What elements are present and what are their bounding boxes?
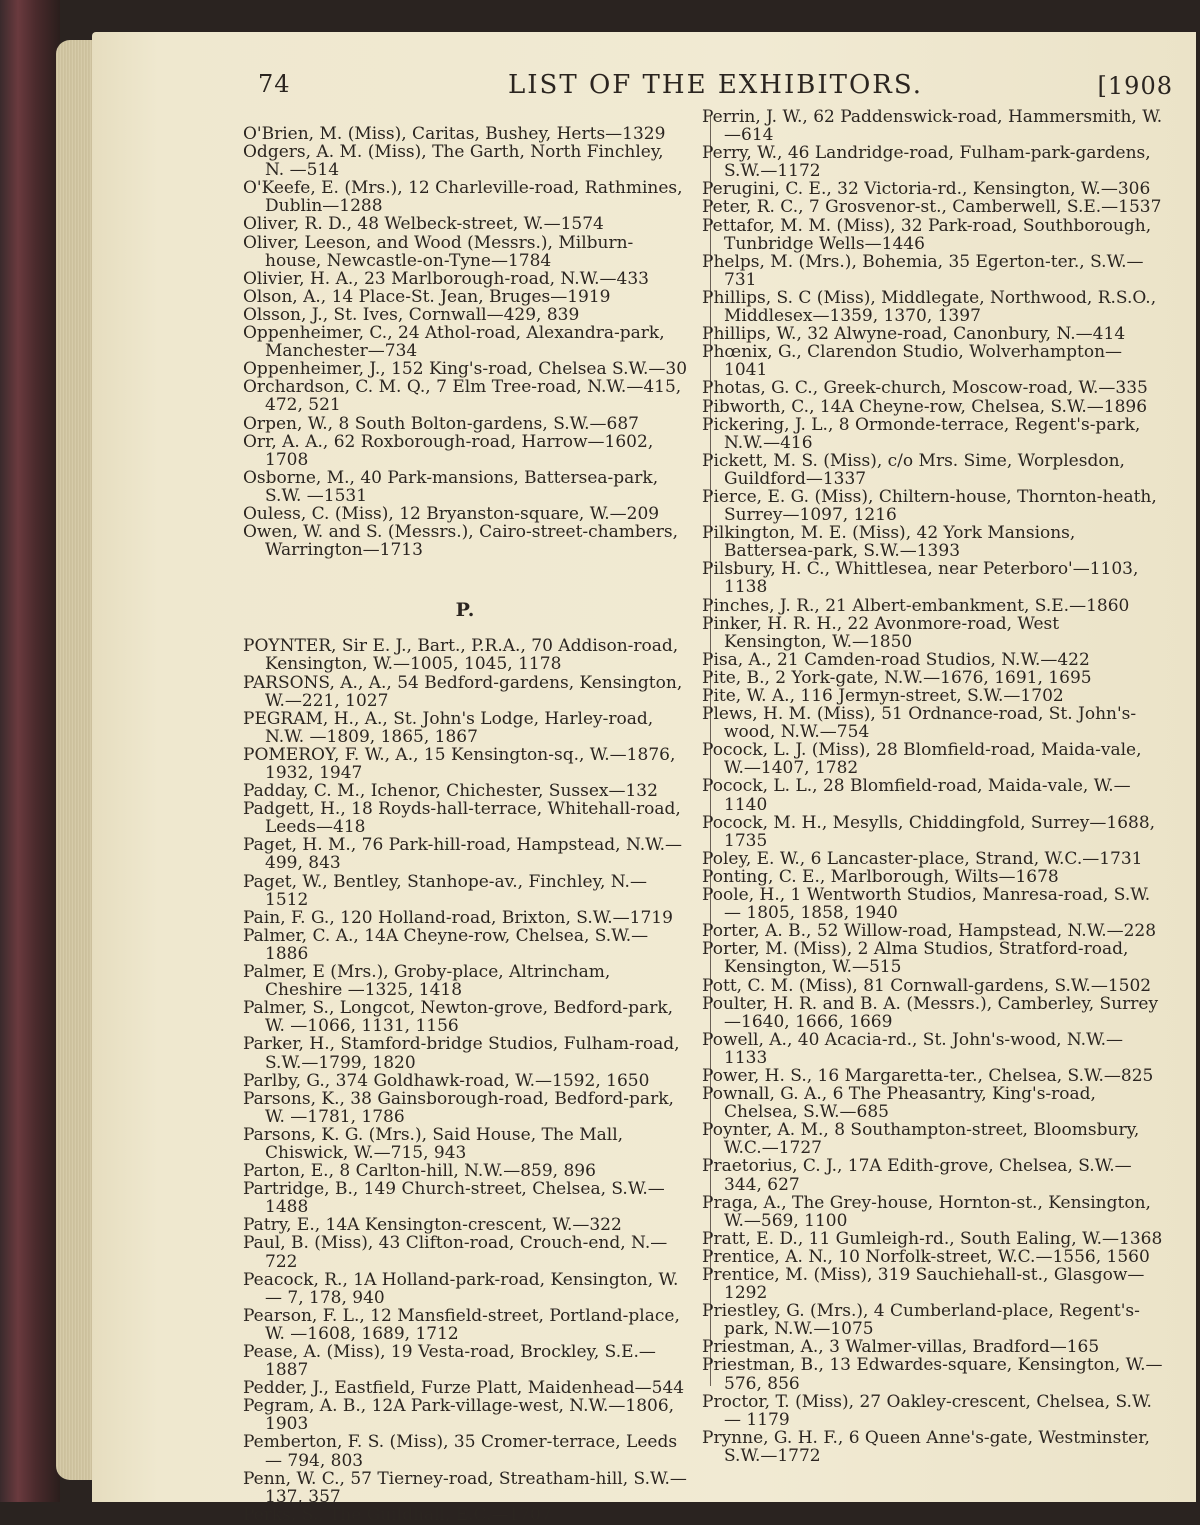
exhibitor-entry: Oliver, R. D., 48 Welbeck-street, W.—1574 — [243, 214, 604, 235]
exhibitor-entry: Praetorius, C. J., 17A Edith-grove, Chelsea, S.W.— 344, 627 — [702, 1156, 1132, 1195]
exhibitor-entry: Pickering, J. L., 8 Ormonde-terrace, Regent's-park, N.W.—416 — [702, 414, 1141, 453]
exhibitor-entry: Poole, H., 1 Wentworth Studios, Manresa-road, S.W.— 1805, 1858, 1940 — [702, 885, 1151, 924]
exhibitor-entry: Pierce, E. G. (Miss), Chiltern-house, Thornton-heath, Surrey—1097, 1216 — [702, 486, 1157, 526]
exhibitor-entry: Pedder, J., Eastfield, Furze Platt, Maidenhead—544 — [243, 1378, 685, 1399]
exhibitor-entry: Orchardson, C. M. Q., 7 Elm Tree-road, N.W.—415, 472, 521 — [243, 377, 682, 416]
exhibitor-entry: Pite, B., 2 York-gate, N.W.—1676, 1691, 1695 — [702, 667, 1092, 688]
exhibitor-entry: Parker, H., Stamford-bridge Studios, Fulham-road, S.W.—1799, 1820 — [243, 1034, 680, 1073]
header-year: [1908 — [1097, 72, 1173, 100]
exhibitor-entry: Parlby, G., 374 Goldhawk-road, W.—1592, 1650 — [243, 1070, 650, 1091]
exhibitor-entry: Parsons, K. G. (Mrs.), Said House, The Mall, Chiswick, W.—715, 943 — [243, 1124, 624, 1163]
exhibitor-entry: Orr, A. A., 62 Roxborough-road, Harrow—1602, 1708 — [243, 431, 654, 470]
exhibitor-entry: Perrin, J. W., 62 Paddenswick-road, Hammersmith, W.—614 — [702, 107, 1163, 146]
page-number: 74 — [258, 70, 291, 98]
exhibitor-entry: Pocock, L. J. (Miss), 28 Blomfield-road, Maida-vale, W.—1407, 1782 — [702, 740, 1142, 779]
exhibitor-entry: Paget, W., Bentley, Stanhope-av., Finchley, N.—1512 — [243, 871, 647, 910]
exhibitor-entry: PARSONS, A., A., 54 Bedford-gardens, Kensington, W.—221, 1027 — [243, 672, 683, 711]
exhibitor-entry: Poynter, A. M., 8 Southampton-street, Bloomsbury, W.C.—1727 — [702, 1120, 1140, 1159]
exhibitor-entry: Pocock, M. H., Mesylls, Chiddingfold, Surrey—1688, 1735 — [702, 812, 1156, 851]
exhibitor-entry: Orpen, W., 8 South Bolton-gardens, S.W.—687 — [243, 413, 639, 434]
exhibitor-entry: Paget, H. M., 76 Park-hill-road, Hampstead, N.W.— 499, 843 — [243, 835, 683, 874]
exhibitor-entry: Olivier, H. A., 23 Marlborough-road, N.W.—433 — [243, 268, 649, 289]
exhibitor-entry: Palmer, S., Longcot, Newton-grove, Bedford-park, W. —1066, 1131, 1156 — [243, 998, 674, 1037]
exhibitor-entry: Palmer, E (Mrs.), Groby-place, Altrincham, Cheshire —1325, 1418 — [243, 962, 611, 1001]
exhibitor-entry: Poley, E. W., 6 Lancaster-place, Strand, W.C.—1731 — [702, 848, 1143, 869]
entries-p-list — [243, 637, 688, 1524]
exhibitor-entry: Priestman, B., 13 Edwardes-square, Kensington, W.— 576, 856 — [702, 1355, 1163, 1394]
exhibitor-entry: Ouless, C. (Miss), 12 Bryanston-square, W.—209 — [243, 503, 660, 524]
exhibitor-entry: Porter, A. B., 52 Willow-road, Hampstead, N.W.—228 — [702, 921, 1157, 942]
exhibitor-entry: Paul, B. (Miss), 43 Clifton-road, Crouch-end, N.—722 — [243, 1233, 668, 1272]
exhibitor-entry: Prentice, M. (Miss), 319 Sauchiehall-st., Glasgow—1292 — [702, 1265, 1145, 1304]
exhibitor-entry: Oppenheimer, C., 24 Athol-road, Alexandra-park, Manchester—734 — [243, 323, 665, 362]
exhibitor-entry: Pickett, M. S. (Miss), c/o Mrs. Sime, Worplesdon, Guildford—1337 — [702, 450, 1125, 489]
exhibitor-entry: Pease, A. (Miss), 19 Vesta-road, Brockley, S.E.—1887 — [243, 1342, 656, 1381]
exhibitor-entry: Pemberton, F. S. (Miss), 35 Cromer-terrace, Leeds— 794, 803 — [243, 1432, 678, 1471]
exhibitor-entry: Phelps, M. (Mrs.), Bohemia, 35 Egerton-ter., S.W.—731 — [702, 251, 1144, 290]
exhibitor-entry: O'Brien, M. (Miss), Caritas, Bushey, Herts—1329 — [243, 124, 666, 144]
exhibitor-entry: Perry, W., 46 Landridge-road, Fulham-park-gardens, S.W.—1172 — [702, 143, 1151, 182]
exhibitor-entry: Pite, W. A., 116 Jermyn-street, S.W.—1702 — [702, 686, 1064, 706]
exhibitor-entry: Olsson, J., St. Ives, Cornwall—429, 839 — [243, 304, 580, 325]
exhibitor-entry: POMEROY, F. W., A., 15 Kensington-sq., W.—1876, 1932, 1947 — [243, 744, 676, 783]
exhibitor-entry: Phœnix, G., Clarendon Studio, Wolverhampton—1041 — [702, 342, 1123, 381]
exhibitor-entry: Pinches, J. R., 21 Albert-embankment, S.E.—1860 — [702, 595, 1130, 616]
entries-right-list — [702, 108, 1164, 1465]
exhibitor-entry: Pibworth, C., 14A Cheyne-row, Chelsea, S.W.—1896 — [702, 396, 1148, 417]
exhibitor-entry: PEGRAM, H., A., St. John's Lodge, Harley-road, N.W. —1809, 1865, 1867 — [243, 708, 654, 747]
right-column — [702, 108, 1164, 1465]
exhibitor-entry: Pettafor, M. M. (Miss), 32 Park-road, Southborough, Tunbridge Wells—1446 — [702, 215, 1152, 254]
exhibitor-entry: Power, H. S., 16 Margaretta-ter., Chelsea, S.W.—825 — [702, 1065, 1154, 1086]
exhibitor-entry: Olson, A., 14 Place-St. Jean, Bruges—1919 — [243, 286, 611, 307]
exhibitor-entry: Padgett, H., 18 Royds-hall-terrace, Whitehall-road, Leeds—418 — [243, 799, 681, 838]
exhibitor-entry: Plews, H. M. (Miss), 51 Ordnance-road, St. John's-wood, N.W.—754 — [702, 704, 1137, 743]
exhibitor-entry: Parton, E., 8 Carlton-hill, N.W.—859, 896 — [243, 1161, 596, 1182]
exhibitor-entry: Odgers, A. M. (Miss), The Garth, North Finchley, N. —514 — [243, 142, 664, 181]
exhibitor-entry: Pearson, F. L., 12 Mansfield-street, Portland-place, W. —1608, 1689, 1712 — [243, 1305, 680, 1344]
exhibitor-entry: Oppenheimer, J., 152 King's-road, Chelsea S.W.—30 — [243, 359, 688, 380]
exhibitor-entry: Owen, W. and S. (Messrs.), Cairo-street-chambers, Warrington—1713 — [243, 522, 679, 561]
exhibitor-entry: Pisa, A., 21 Camden-road Studios, N.W.—422 — [702, 649, 1090, 670]
entries-o-list — [243, 125, 688, 559]
running-title: LIST OF THE EXHIBITORS. — [507, 70, 924, 100]
section-heading-p: P. — [455, 599, 476, 622]
exhibitor-entry: Pott, C. M. (Miss), 81 Cornwall-gardens, S.W.—1502 — [702, 975, 1152, 996]
exhibitor-entry: Osborne, M., 40 Park-mansions, Battersea-park, S.W. —1531 — [243, 467, 659, 506]
exhibitor-entry: Porter, M. (Miss), 2 Alma Studios, Stratford-road, Kensington, W.—515 — [702, 939, 1129, 978]
exhibitor-entry: Phillips, S. C (Miss), Middlegate, Northwood, R.S.O., Middlesex—1359, 1370, 1397 — [702, 287, 1157, 327]
exhibitor-entry: Partridge, B., 149 Church-street, Chelsea, S.W.—1488 — [243, 1179, 665, 1218]
exhibitor-entry: Proctor, T. (Miss), 27 Oakley-crescent, Chelsea, S.W.— 1179 — [702, 1391, 1152, 1430]
exhibitor-entry: Patry, E., 14A Kensington-crescent, W.—322 — [243, 1215, 622, 1236]
page-header — [258, 66, 1173, 110]
exhibitor-entry: Pocock, L. L., 28 Blomfield-road, Maida-vale, W.— 1140 — [702, 776, 1131, 815]
exhibitor-entry: Prynne, G. H. F., 6 Queen Anne's-gate, Westminster, S.W.—1772 — [702, 1427, 1150, 1466]
exhibitor-entry: Poulter, H. R. and B. A. (Messrs.), Camberley, Surrey —1640, 1666, 1669 — [702, 993, 1159, 1032]
exhibitor-entry: O'Keefe, E. (Mrs.), 12 Charleville-road, Rathmines, Dublin—1288 — [243, 178, 683, 217]
exhibitor-entry: Peacock, R., 1A Holland-park-road, Kensington, W.— 7, 178, 940 — [243, 1269, 679, 1308]
exhibitor-entry: Pilkington, M. E. (Miss), 42 York Mansions, Battersea-park, S.W.—1393 — [702, 523, 1076, 562]
exhibitor-entry: Penn, W. C., 57 Tierney-road, Streatham-hill, S.W.— 137, 357 — [243, 1468, 687, 1507]
exhibitor-entry: Pratt, E. D., 11 Gumleigh-rd., South Ealing, W.—1368 — [702, 1228, 1163, 1249]
left-column — [243, 125, 688, 1524]
book-spine-edge — [0, 0, 60, 1502]
exhibitor-entry: Padday, C. M., Ichenor, Chichester, Sussex—132 — [243, 781, 658, 802]
exhibitor-entry: Pinker, H. R. H., 22 Avonmore-road, West Kensington, W.—1850 — [702, 613, 1060, 652]
exhibitor-entry: POYNTER, Sir E. J., Bart., P.R.A., 70 Addison-road, Kensington, W.—1005, 1045, 1178 — [243, 636, 679, 675]
exhibitor-entry: Pain, F. G., 120 Holland-road, Brixton, S.W.—1719 — [243, 907, 673, 928]
exhibitor-entry: Ponting, C. E., Marlborough, Wilts—1678 — [702, 866, 1059, 887]
exhibitor-entry: Pegram, A. B., 12A Park-village-west, N.W.—1806, 1903 — [243, 1396, 675, 1435]
exhibitor-entry: Perugini, C. E., 32 Victoria-rd., Kensington, W.—306 — [702, 179, 1151, 200]
exhibitor-entry: Pownall, G. A., 6 The Pheasantry, King's-road, Chelsea, S.W.—685 — [702, 1084, 1096, 1123]
exhibitor-entry: Parsons, K., 38 Gainsborough-road, Bedford-park, W. —1781, 1786 — [243, 1088, 674, 1127]
exhibitor-entry: Prentice, A. N., 10 Norfolk-street, W.C.—1556, 1560 — [702, 1246, 1150, 1267]
exhibitor-entry: Perks, S., The Guildhall, E.C.—1707 — [243, 1504, 552, 1525]
exhibitor-entry: Praga, A., The Grey-house, Hornton-st., Kensington, W.—569, 1100 — [702, 1192, 1151, 1231]
exhibitor-entry: Priestman, A., 3 Walmer-villas, Bradford—165 — [702, 1337, 1100, 1358]
exhibitor-entry: Palmer, C. A., 14A Cheyne-row, Chelsea, S.W.—1886 — [243, 925, 649, 964]
exhibitor-entry: Powell, A., 40 Acacia-rd., St. John's-wood, N.W.—1133 — [702, 1029, 1123, 1068]
exhibitor-entry: Phillips, W., 32 Alwyne-road, Canonbury, N.—414 — [702, 324, 1126, 345]
exhibitor-entry: Photas, G. C., Greek-church, Moscow-road, W.—335 — [702, 378, 1148, 399]
exhibitor-entry: Peter, R. C., 7 Grosvenor-st., Camberwell, S.E.—1537 — [702, 197, 1162, 218]
exhibitor-entry: Priestley, G. (Mrs.), 4 Cumberland-place, Regent's-park, N.W.—1075 — [702, 1301, 1140, 1340]
exhibitor-entry: Pilsbury, H. C., Whittlesea, near Peterboro'—1103, 1138 — [702, 559, 1139, 598]
exhibitor-entry: Oliver, Leeson, and Wood (Messrs.), Milburn-house, Newcastle-on-Tyne—1784 — [243, 232, 634, 271]
